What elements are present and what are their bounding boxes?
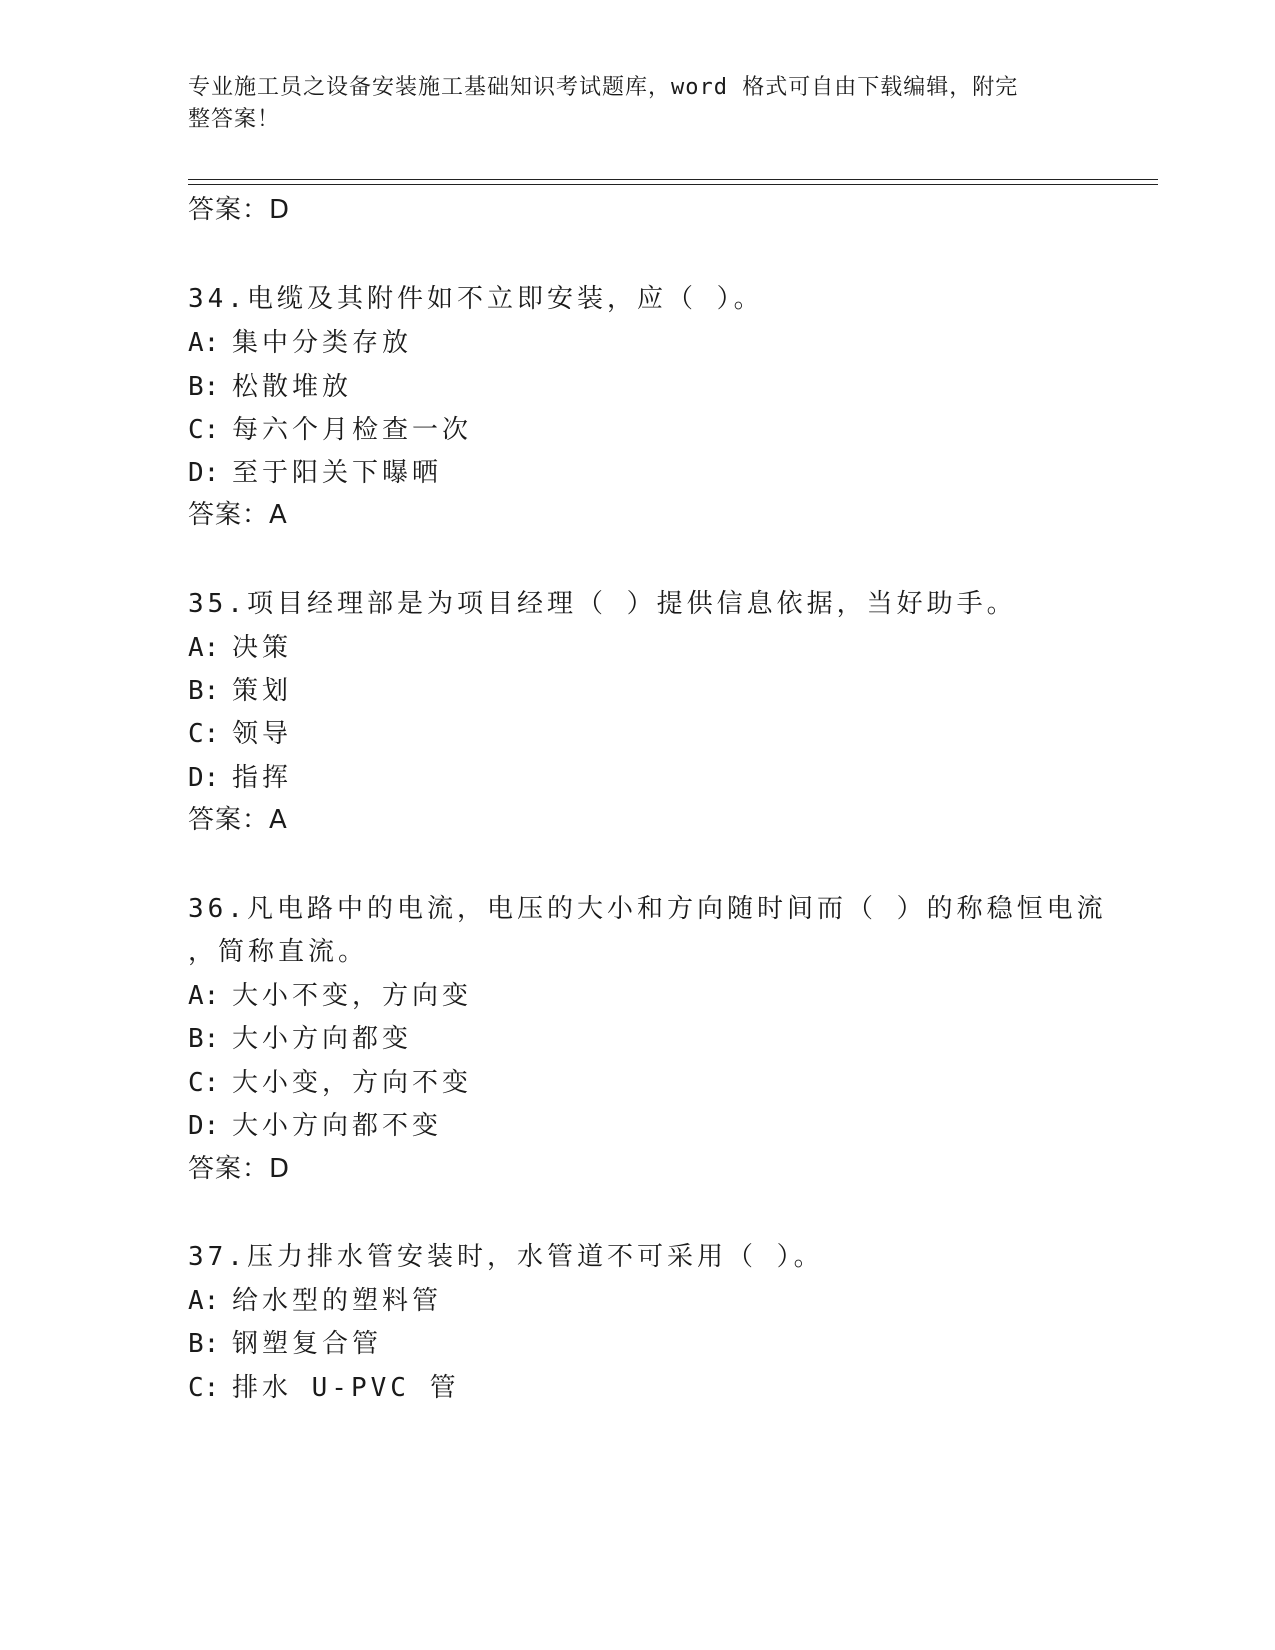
header-rule-bottom [188, 184, 1158, 185]
question-34-option-c [188, 414, 472, 446]
question-35-stem: 35.项目经理部是为项目经理（ ）提供信息依据，当好助手。 [188, 589, 1017, 619]
option-letter: A: [188, 1286, 220, 1316]
answer-previous: 答案：D [188, 195, 291, 225]
question-34-option-a [188, 327, 412, 359]
question-36-answer: 答案：D [188, 1154, 291, 1184]
option-letter: D: [188, 1111, 220, 1141]
question-35-option-d [188, 762, 292, 794]
option-text: 至于阳关下曝晒 [232, 458, 443, 488]
option-letter: C: [188, 1068, 220, 1098]
option-text: 大小变，方向不变 [232, 1068, 473, 1098]
option-text: 给水型的塑料管 [232, 1286, 443, 1316]
option-letter: D: [188, 763, 220, 793]
question-35-option-c [188, 718, 292, 750]
option-text: 排水 U-PVC 管 [232, 1373, 460, 1403]
option-text: 松散堆放 [232, 372, 353, 402]
option-text: 集中分类存放 [232, 328, 413, 358]
option-letter: A: [188, 981, 220, 1011]
option-letter: B: [188, 676, 220, 706]
question-36-stem: 36.凡电路中的电流，电压的大小和方向随时间而（ ）的称稳恒电流 [188, 894, 1107, 924]
option-letter: B: [188, 1024, 220, 1054]
option-text: 钢塑复合管 [232, 1329, 383, 1359]
question-36-option-c [188, 1067, 472, 1099]
option-letter: A: [188, 633, 220, 663]
option-letter: C: [188, 719, 220, 749]
option-text: 策划 [232, 676, 293, 706]
question-34-option-b [188, 371, 352, 403]
document-header [188, 72, 1068, 136]
question-37-stem: 37.压力排水管安装时，水管道不可采用（ ）。 [188, 1242, 824, 1272]
question-34-stem: 34.电缆及其附件如不立即安装，应（ ）。 [188, 284, 764, 314]
option-text: 大小不变，方向变 [232, 981, 473, 1011]
option-letter: D: [188, 458, 220, 488]
question-37-option-a [188, 1285, 442, 1317]
option-letter: B: [188, 372, 220, 402]
question-35-option-b [188, 675, 292, 707]
question-36-option-a [188, 980, 472, 1012]
option-letter: B: [188, 1329, 220, 1359]
question-34-answer: 答案：A [188, 500, 288, 530]
question-34-option-d [188, 457, 442, 489]
option-text: 指挥 [232, 763, 293, 793]
question-35-option-a [188, 632, 292, 664]
header-rule-top [188, 179, 1158, 180]
option-text: 每六个月检查一次 [232, 415, 473, 445]
option-text: 领导 [232, 719, 293, 749]
option-letter: C: [188, 1373, 220, 1403]
question-37-option-c [188, 1372, 460, 1404]
option-text: 大小方向都不变 [232, 1111, 443, 1141]
question-35-answer: 答案：A [188, 805, 288, 835]
question-36-stem-continued: ，简称直流。 [188, 937, 369, 967]
option-letter: C: [188, 415, 220, 445]
option-text: 大小方向都变 [232, 1024, 413, 1054]
header-line-1: 专业施工员之设备安装施工基础知识考试题库，word 格式可自由下载编辑，附完 [188, 75, 1019, 100]
option-letter: A: [188, 328, 220, 358]
option-text: 决策 [232, 633, 293, 663]
question-37-option-b [188, 1328, 382, 1360]
question-36-option-b [188, 1023, 412, 1055]
question-36-option-d [188, 1110, 442, 1142]
header-line-2: 整答案！ [188, 107, 281, 132]
